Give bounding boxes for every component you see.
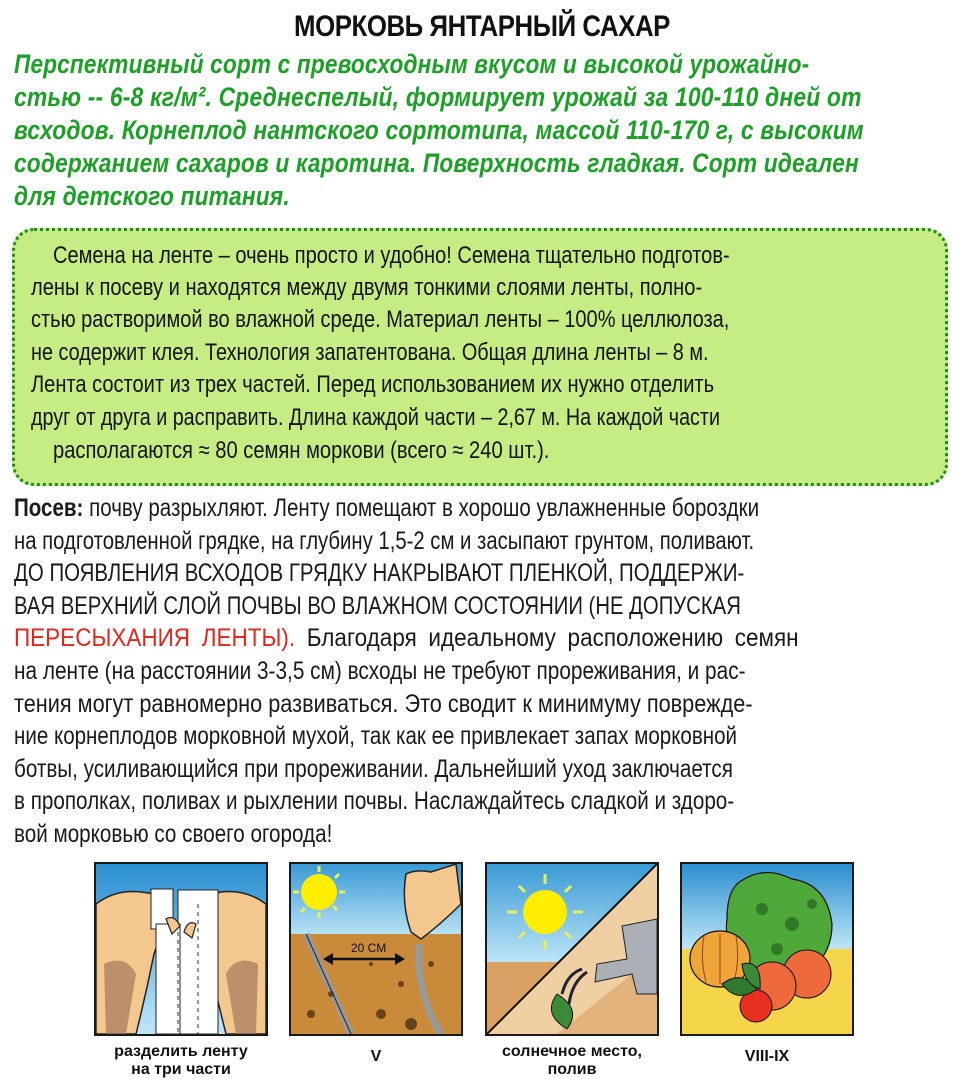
sowing-line: Посев: почву разрыхляют. Ленту помещают в хорошо увлажненные бороздки: [14, 494, 760, 522]
seed-tape-line: Лента состоит из трех частей. Перед использованием их нужно отделить: [31, 371, 715, 398]
sun-and-watering-can-icon: [485, 862, 659, 1036]
hands-splitting-tape-icon: [94, 862, 268, 1036]
seed-tape-line: располагаются ≈ 80 семян моркови (всего ≈ 240 шт.).: [53, 437, 550, 464]
warning-line: ПЕРЕСЫХАНИЯ ЛЕНТЫ).: [14, 624, 296, 653]
sowing-line: вой морковью со своего огорода!: [14, 819, 333, 848]
description-line: всходов. Корнеплод нантского сортотипа, массой 110-170 г, с высоким: [14, 115, 864, 145]
sowing-tape-in-furrow-icon: [289, 862, 463, 1036]
harvest-vegetables-icon: [680, 862, 854, 1036]
pictogram-caption: разделить ленту на три части: [114, 1043, 248, 1078]
seed-tape-line: стью растворимой во влажной среде. Материал ленты – 100% целлюлоза,: [31, 306, 730, 333]
seed-tape-line: лены к посеву и находятся между двумя тонкими слоями ленты, полно-: [31, 274, 703, 301]
sowing-line: на ленте (на расстоянии 3-3,5 см) всходы не требуют прореживания, и рас-: [14, 656, 746, 685]
sowing-label: Посев:: [14, 494, 84, 522]
description-line: стью -- 6-8 кг/м². Среднеспелый, формирует урожай за 100-110 дней от: [14, 82, 862, 112]
sowing-line: ние корнеплодов морковной мухой, так как ее привлекает запах морковной: [14, 722, 738, 751]
pictogram-row: [0, 860, 964, 1080]
sowing-line: в прополках, поливах и рыхлении почвы. Наслаждайтесь сладкой и здоро-: [14, 787, 735, 816]
warning-line: ДО ПОЯВЛЕНИЯ ВСХОДОВ ГРЯДКУ НАКРЫВАЮТ ПЛЕНКОЙ, ПОДДЕРЖИ-: [14, 559, 745, 588]
sowing-line: ПЕРЕСЫХАНИЯ ЛЕНТЫ). Благодаря идеальному расположению семян: [14, 624, 799, 653]
sowing-instructions: [14, 492, 954, 851]
variety-description: [14, 48, 950, 213]
sowing-line: ботвы, усиливающийся при прореживании. Дальнейший уход заключается: [14, 754, 733, 783]
svg-text:20 СМ: 20 СМ: [351, 941, 387, 955]
description-line: для детского питания.: [14, 181, 290, 211]
sowing-line: тения могут равномерно развиваться. Это сводит к минимуму поврежде-: [14, 689, 753, 718]
warning-line: ВАЯ ВЕРХНИЙ СЛОЙ ПОЧВЫ ВО ВЛАЖНОМ СОСТОЯНИИ (НЕ ДОПУСКАЯ: [14, 591, 741, 620]
description-line: содержанием сахаров и каротина. Поверхность гладкая. Сорт идеален: [14, 148, 859, 178]
seed-tape-line: Семена на ленте – очень просто и удобно! Семена тщательно подготов-: [53, 242, 730, 269]
description-line: Перспективный сорт с превосходным вкусом и высокой урожайно-: [14, 49, 810, 79]
product-title: МОРКОВЬ ЯНТАРНЫЙ САХАР: [294, 10, 670, 43]
seed-tape-line: друг от друга и расправить. Длина каждой части – 2,67 м. На каждой части: [31, 404, 720, 431]
seed-tape-line: не содержит клея. Технология запатентована. Общая длина ленты – 8 м.: [31, 339, 709, 366]
pictogram-caption: солнечное место, полив: [502, 1043, 642, 1078]
sowing-line: на подготовленной грядке, на глубину 1,5-2 см и засыпают грунтом, поливают.: [14, 526, 755, 555]
pictogram-caption: VIII-IX: [744, 1048, 790, 1065]
pictogram-caption: V: [370, 1048, 382, 1065]
seed-tape-info-box: [12, 228, 948, 486]
